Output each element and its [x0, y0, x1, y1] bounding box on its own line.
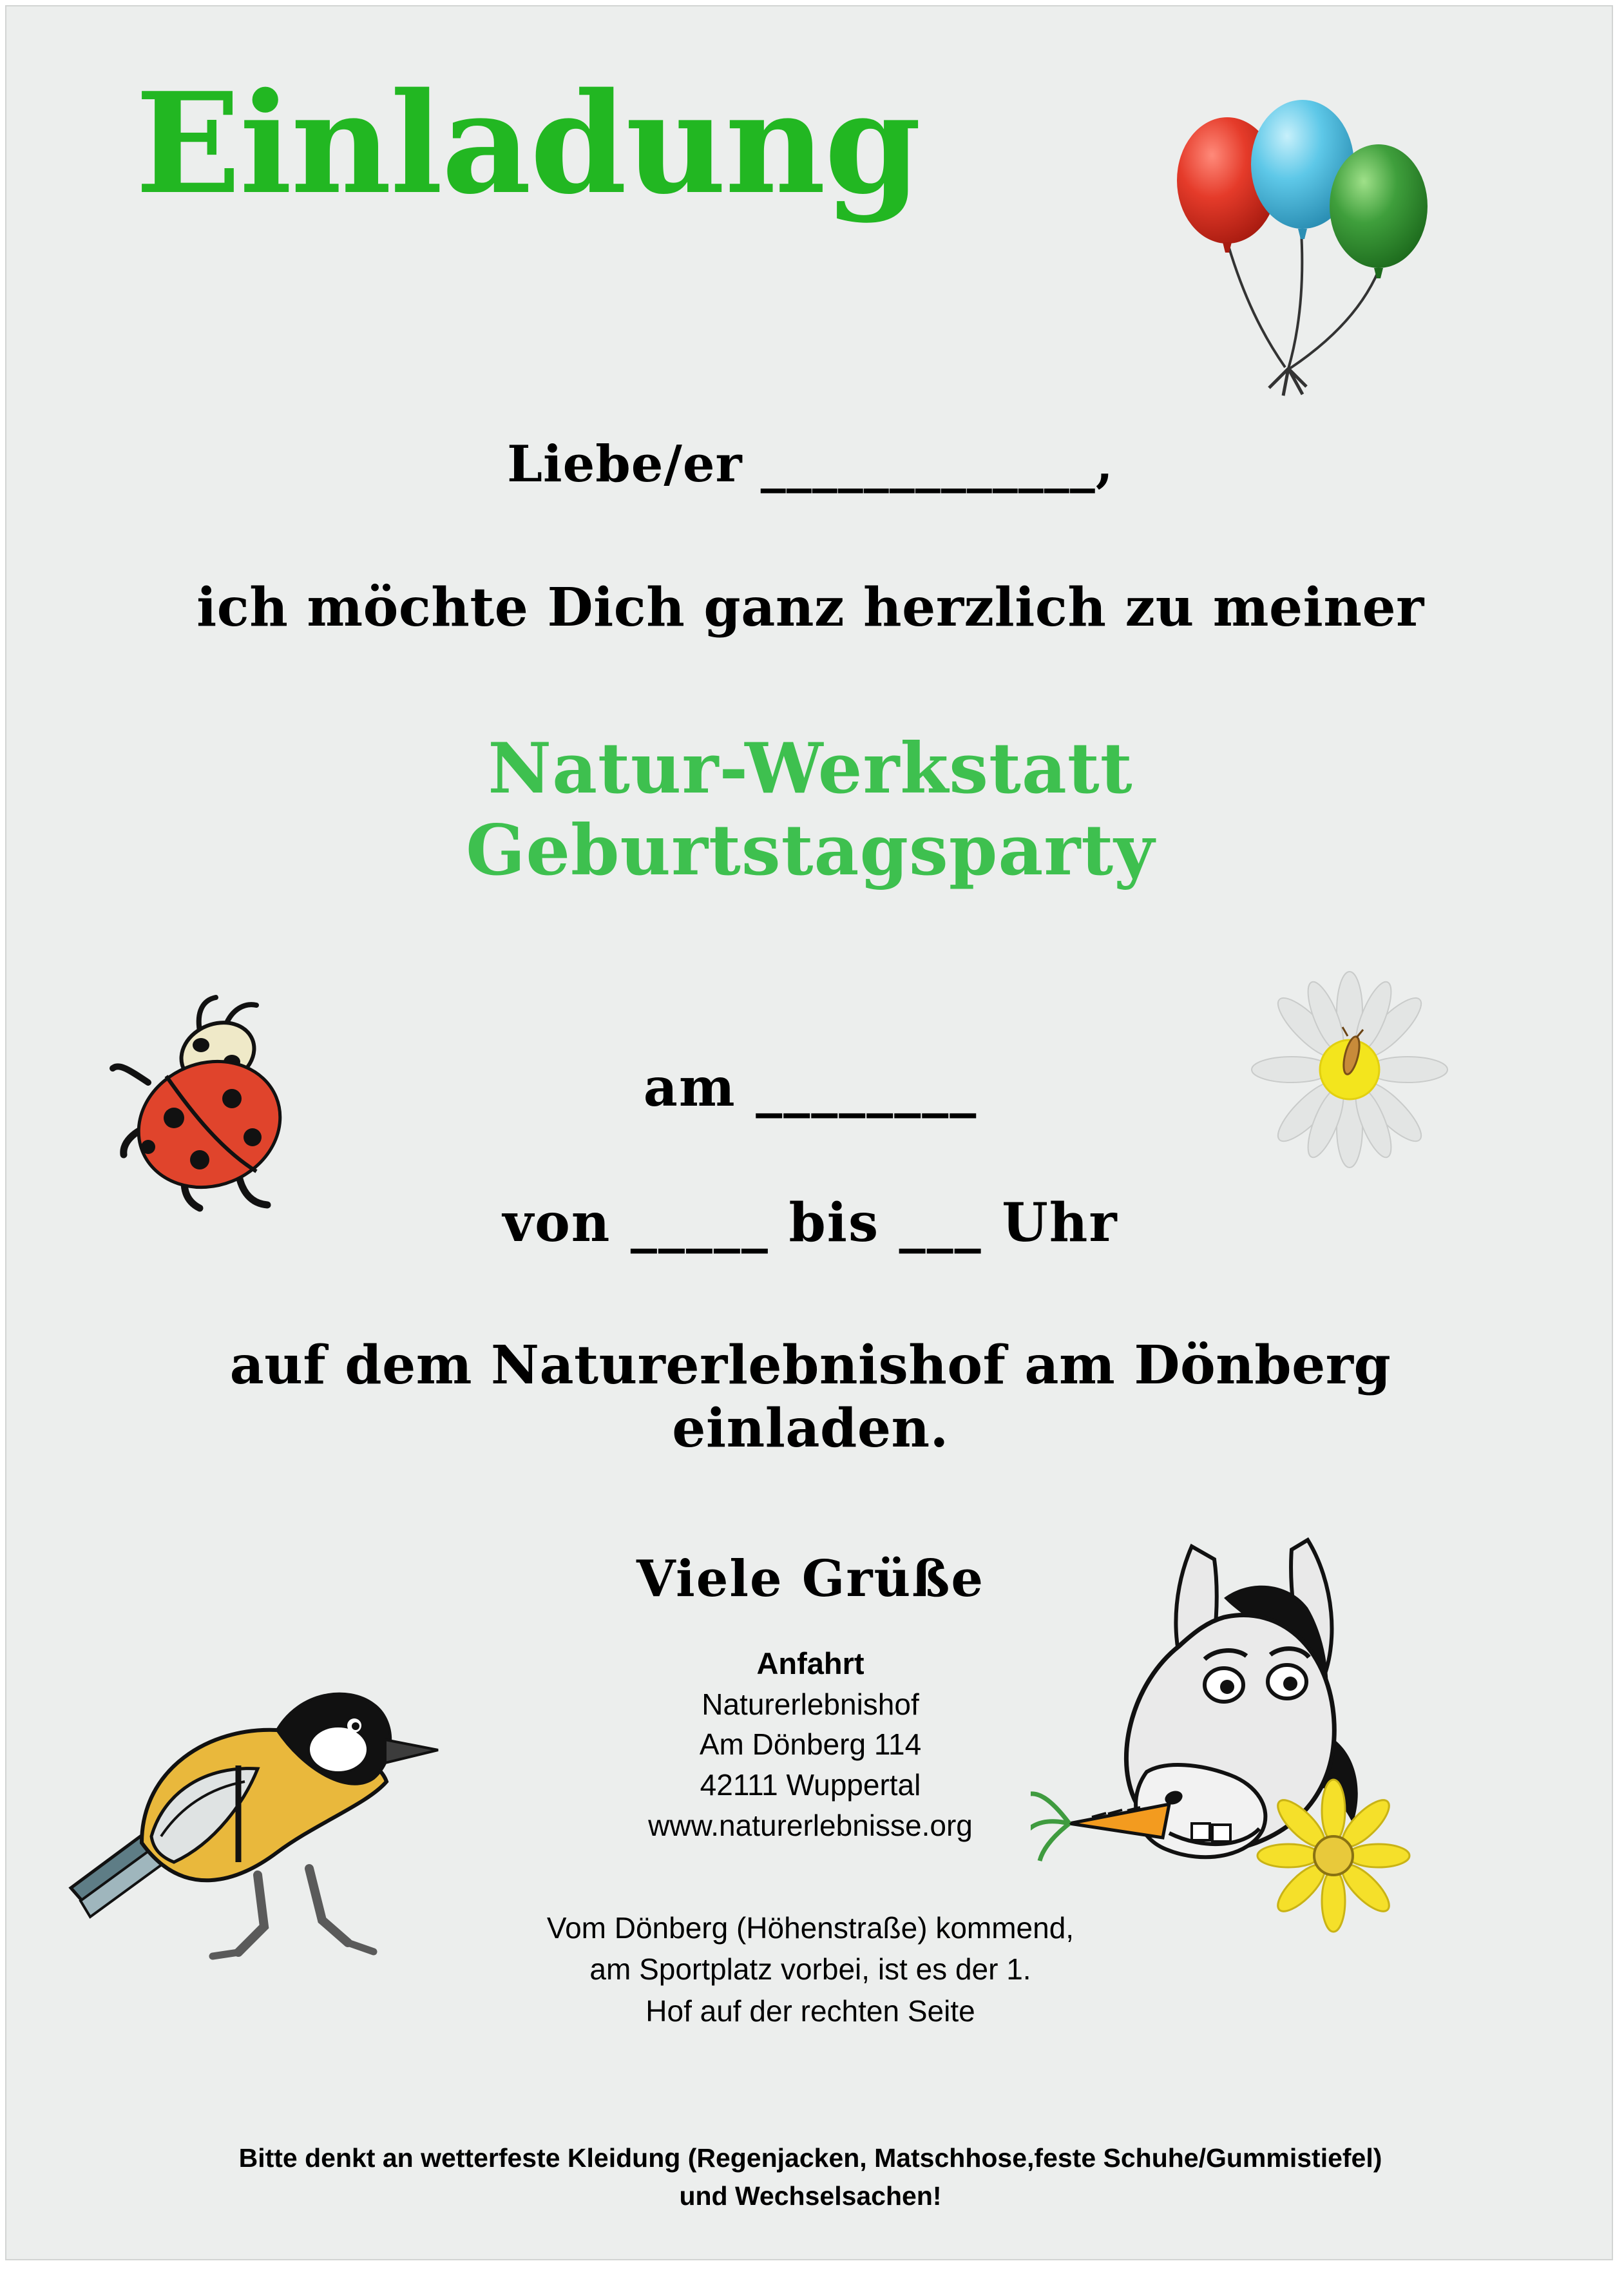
date-line: am ________ [643, 1057, 978, 1119]
address-heading: Anfahrt [756, 1646, 865, 1680]
place-block [6, 1334, 1614, 1461]
directions-line-3: Hof auf der rechten Seite [645, 1994, 975, 2028]
footer-note [6, 2139, 1614, 2216]
salutation-line: Liebe/er _____________, [507, 435, 1114, 494]
address-line-3: 42111 Wuppertal [700, 1768, 921, 1802]
footer-line-1: Bitte denkt an wetterfeste Kleidung (Regenjacken, Matschhose,feste Schuhe/Gummistiefel) [238, 2143, 1382, 2173]
address-line-2: Am Dönberg 114 [699, 1727, 922, 1762]
address-website[interactable]: www.naturerlebnisse.org [648, 1808, 973, 1842]
directions-block [6, 1907, 1614, 2032]
balloons-illustration [1166, 77, 1488, 412]
footer-line-2: und Wechselsachen! [679, 2181, 942, 2211]
directions-line-1: Vom Dönberg (Höhenstraße) kommend, [546, 1911, 1075, 1945]
place-line1: auf dem Naturerlebnishof am Dönberg [229, 1334, 1391, 1396]
paper-sheet [5, 5, 1613, 2260]
address-block [6, 1643, 1614, 1845]
address-line-1: Naturerlebnishof [702, 1687, 919, 1721]
event-title [6, 728, 1614, 892]
intro-line: ich möchte Dich ganz herzlich zu meiner [196, 577, 1424, 639]
event-title-line2: Geburtstagsparty [466, 810, 1155, 892]
directions-line-2: am Sportplatz vorbei, ist es der 1. [589, 1952, 1031, 1986]
place-line2: einladen. [672, 1398, 949, 1460]
regards-line: Viele Grüße [636, 1550, 985, 1608]
page-title: Einladung [135, 62, 921, 225]
time-line: von _____ bis ___ Uhr [502, 1192, 1118, 1254]
event-title-line1: Natur-Werkstatt [488, 728, 1133, 809]
